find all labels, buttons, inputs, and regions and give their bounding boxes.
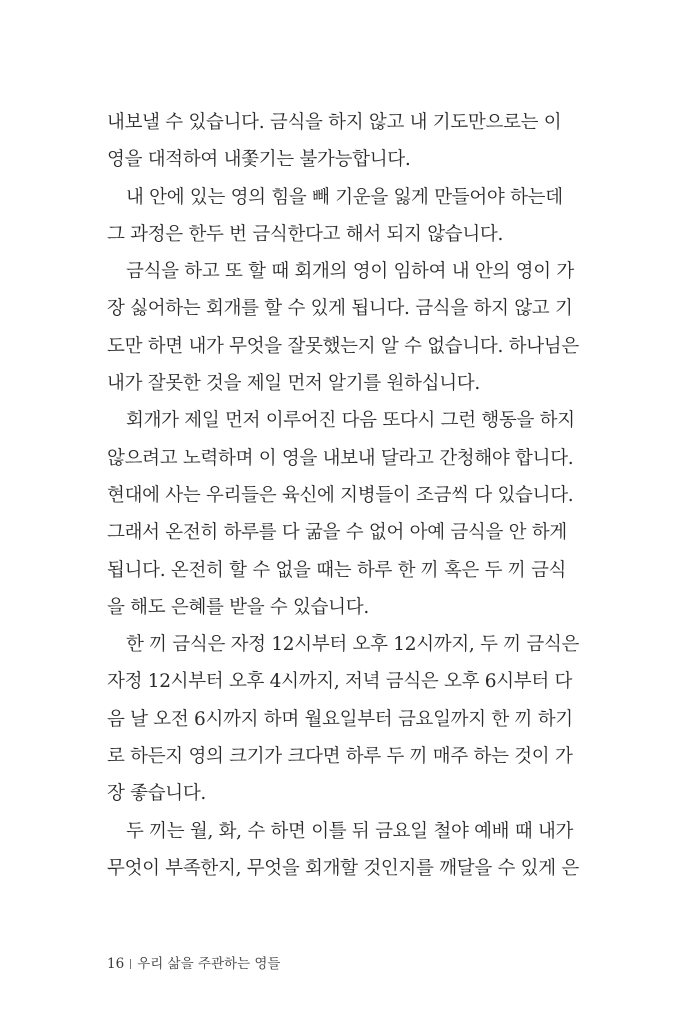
text-line: 영을 대적하여 내쫓기는 불가능합니다. xyxy=(107,149,411,171)
text-line: 장 싫어하는 회개를 할 수 있게 됩니다. 금식을 하지 않고 기 xyxy=(107,298,573,320)
page-number: 16 xyxy=(107,956,125,972)
text-line: 회개가 제일 먼저 이루어진 다음 또다시 그런 행동을 하지 xyxy=(126,410,575,432)
text-line: 금식을 하고 또 할 때 회개의 영이 임하여 내 안의 영이 가 xyxy=(126,261,574,283)
body-text xyxy=(107,104,580,887)
book-title: 우리 삶을 주관하는 영들 xyxy=(137,956,281,972)
text-line: 도만 하면 내가 무엇을 잘못했는지 알 수 없습니다. 하나님은 xyxy=(107,335,579,357)
text-line: 음 날 오전 6시까지 하며 월요일부터 금요일까지 한 끼 하기 xyxy=(107,708,573,730)
text-line: 두 끼는 월, 화, 수 하면 이틀 뒤 금요일 철야 예배 때 내가 xyxy=(126,820,574,842)
text-line: 내가 잘못한 것을 제일 먼저 알기를 원하십니다. xyxy=(107,373,480,395)
text-line: 됩니다. 온전히 할 수 없을 때는 하루 한 끼 혹은 두 끼 금식 xyxy=(107,559,567,581)
text-line: 않으려고 노력하며 이 영을 내보내 달라고 간청해야 합니다. xyxy=(107,447,574,469)
text-line: 그래서 온전히 하루를 다 굶을 수 없어 아예 금식을 안 하게 xyxy=(107,522,567,544)
text-line: 자정 12시부터 오후 4시까지, 저녁 금식은 오후 6시부터 다 xyxy=(107,671,573,693)
text-line: 내 안에 있는 영의 힘을 빼 기운을 잃게 만들어야 하는데 xyxy=(126,186,563,208)
text-line: 로 하든지 영의 크기가 크다면 하루 두 끼 매주 하는 것이 가 xyxy=(107,746,573,768)
text-line: 무엇이 부족한지, 무엇을 회개할 것인지를 깨달을 수 있게 은 xyxy=(107,857,579,879)
text-line: 장 좋습니다. xyxy=(107,783,207,805)
footer-separator xyxy=(130,959,131,969)
text-line: 현대에 사는 우리들은 육신에 지병들이 조금씩 다 있습니다. xyxy=(107,484,574,506)
page-footer xyxy=(107,952,280,972)
text-line: 한 끼 금식은 자정 12시부터 오후 12시까지, 두 끼 금식은 xyxy=(126,634,580,656)
text-line: 내보낼 수 있습니다. 금식을 하지 않고 내 기도만으로는 이 xyxy=(107,112,562,133)
text-line: 그 과정은 한두 번 금식한다고 해서 되지 않습니다. xyxy=(107,223,504,245)
text-line: 을 해도 은혜를 받을 수 있습니다. xyxy=(107,596,369,618)
